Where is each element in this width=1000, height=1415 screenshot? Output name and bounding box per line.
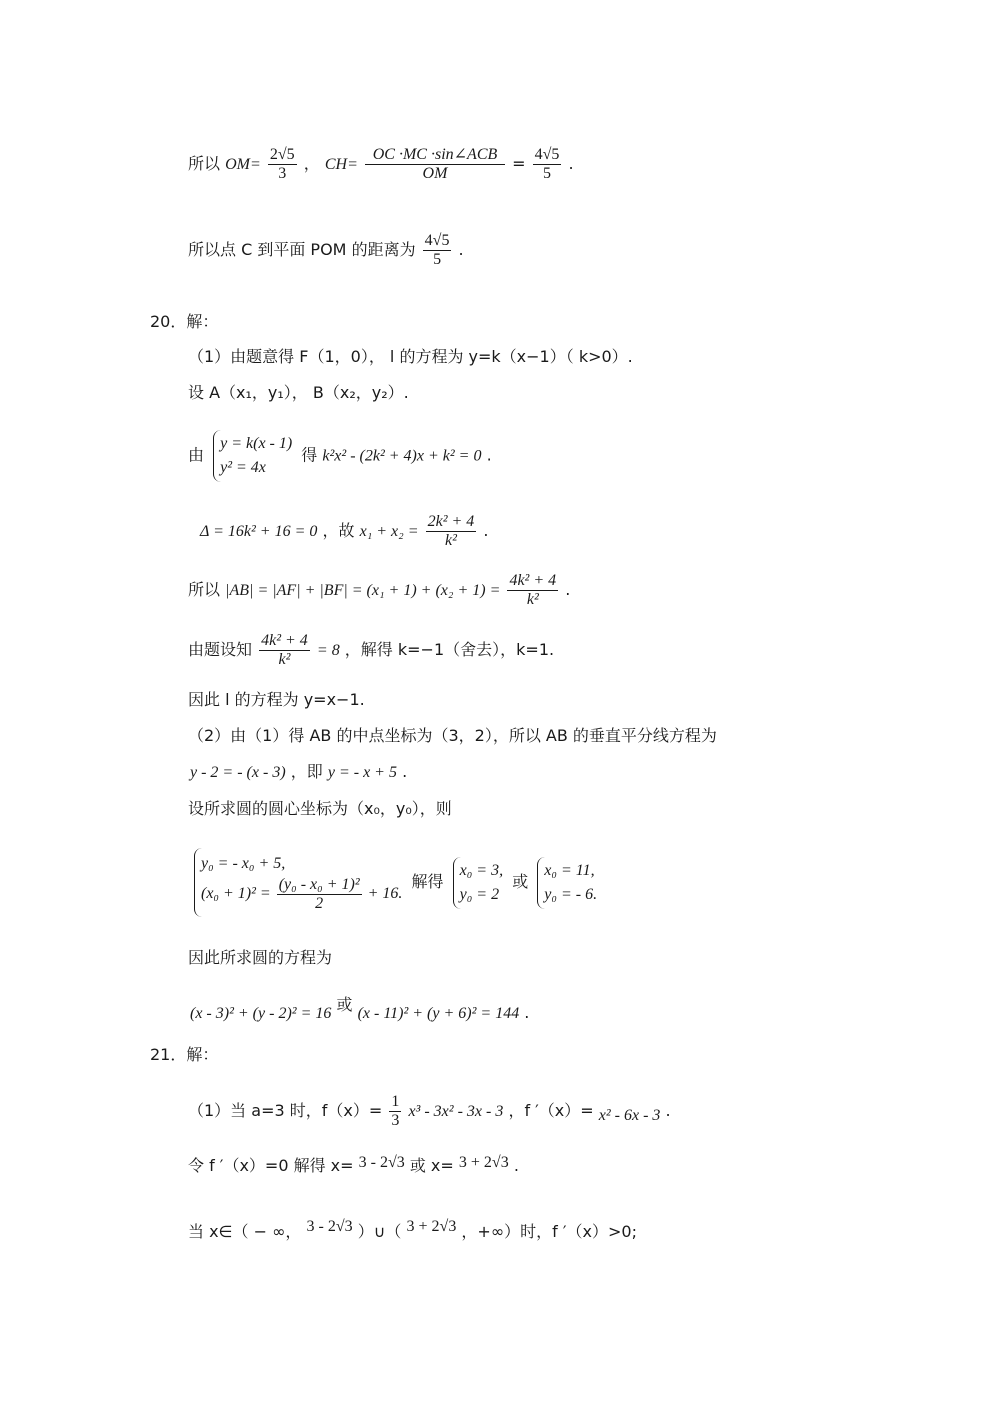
text: ，即 — [290, 762, 323, 781]
k-solve-line — [188, 632, 554, 669]
circle-system-line — [190, 848, 601, 917]
paragraph: （2）由（1）得 AB 的中点坐标为（3，2），所以 AB 的垂直平分线方程为 — [188, 726, 717, 745]
equation: y₀ = 2 — [459, 885, 500, 903]
text: 或 — [336, 995, 353, 1014]
text: 所以 — [188, 154, 221, 173]
root-line — [188, 1153, 519, 1176]
denominator: k² — [445, 532, 457, 549]
equation: x³ - 3x² - 3x - 3 — [408, 1103, 504, 1120]
text: 由题设知 — [188, 640, 253, 659]
fraction — [259, 632, 310, 669]
period: . — [458, 240, 464, 259]
f-definition-line — [188, 1093, 671, 1130]
equation: + 16. — [367, 885, 403, 903]
numerator: 2k² + 4 — [427, 513, 475, 530]
text: ，解得 k=−1（舍去），k=1. — [344, 640, 555, 659]
equation: = 8 — [316, 642, 340, 659]
period: . — [483, 521, 489, 540]
om-ch-line — [188, 146, 574, 183]
root: 3 - 2√3 — [358, 1154, 405, 1171]
separator: ， — [303, 154, 320, 173]
denominator: 3 — [278, 165, 287, 182]
equation: y² = 4x — [220, 459, 266, 476]
fraction — [277, 876, 362, 913]
fraction — [507, 572, 558, 609]
fraction-om — [268, 146, 297, 183]
equation: y = - x + 5 — [327, 764, 397, 781]
text: ，+∞）时，f ′（x）>0; — [461, 1222, 637, 1241]
equation-system — [213, 430, 292, 482]
period: . — [524, 1003, 530, 1022]
denominator: 2 — [315, 895, 324, 912]
numerator: 2√5 — [269, 146, 295, 163]
numerator: 1 — [391, 1093, 400, 1110]
solution-system — [453, 857, 503, 909]
equation: k²x² - (2k² + 4)x + k² = 0 — [322, 447, 482, 465]
fraction-ch — [365, 146, 505, 183]
root: 3 - 2√3 — [306, 1218, 353, 1235]
equation: (x - 11)² + (y + 6)² = 144 — [357, 1005, 520, 1022]
equation: y₀ = - 6. — [544, 885, 598, 903]
text: 当 x∈（ − ∞， — [188, 1222, 302, 1241]
equation-system — [194, 848, 402, 917]
om-label: OM= — [225, 156, 261, 173]
delta-line — [200, 513, 489, 550]
equation: y - 2 = - (x - 3) — [190, 764, 286, 781]
text: 由 — [188, 445, 205, 465]
text: 所以点 C 到平面 POM 的距离为 — [188, 240, 416, 259]
numerator: 4√5 — [424, 232, 450, 249]
numerator: 4k² + 4 — [509, 572, 557, 589]
equation: |AB| = |AF| + |BF| = (x₁ + 1) + (x₂ + 1) = — [225, 582, 501, 599]
period: . — [665, 1101, 671, 1120]
paragraph: 设所求圆的圆心坐标为（x₀，y₀），则 — [188, 799, 452, 818]
text: （1）当 a=3 时，f（x）= — [188, 1101, 383, 1120]
fraction — [423, 232, 452, 269]
equation: (x₀ + 1)² = — [201, 885, 271, 903]
numerator: 4√5 — [534, 146, 560, 163]
paragraph: 因此 l 的方程为 y=x−1. — [188, 690, 365, 709]
equation: y₀ = - x₀ + 5, — [201, 855, 286, 872]
equation: y = k(x - 1) — [220, 435, 293, 452]
equation: x² - 6x - 3 — [598, 1107, 661, 1124]
text: 所以 — [188, 580, 221, 599]
numerator: (y₀ - x₀ + 1)² — [278, 876, 360, 893]
root: 3 + 2√3 — [406, 1218, 457, 1235]
period: . — [565, 580, 571, 599]
text: ，f ′（x）= — [508, 1101, 594, 1120]
numerator: OC ·MC ·sin∠ACB — [365, 146, 505, 165]
fraction — [426, 513, 477, 550]
interval-line — [188, 1217, 637, 1242]
circle-equation-line — [190, 995, 529, 1024]
text: 令 f ′（x）=0 解得 x= — [188, 1156, 354, 1175]
denominator: 5 — [433, 251, 442, 268]
distance-line — [188, 232, 464, 269]
equation: x₀ = 11, — [544, 861, 595, 879]
paragraph: （1）由题意得 F（1，0）， l 的方程为 y=k（x−1）（ k>0）. — [188, 347, 633, 366]
equation-row — [201, 876, 402, 913]
equation: x₁ + x₂ = — [359, 523, 419, 540]
fraction — [389, 1093, 401, 1130]
equation: x₀ = 3, — [459, 861, 504, 879]
question-20-label: 20．解： — [150, 312, 219, 331]
denominator: 3 — [391, 1112, 400, 1129]
denominator: k² — [526, 591, 539, 608]
solution-system — [537, 857, 597, 909]
denominator: OM — [422, 165, 448, 182]
text: ）∪（ — [357, 1222, 402, 1241]
ab-line — [188, 572, 570, 609]
system-line — [188, 430, 492, 482]
equation: (x - 3)² + (y - 2)² = 16 — [190, 1005, 332, 1022]
paragraph: 因此所求圆的方程为 — [188, 948, 333, 967]
text: 解得 — [411, 872, 444, 891]
text: 或 — [512, 872, 529, 891]
period: . — [486, 445, 492, 465]
paragraph: 设 A（x₁，y₁）， B（x₂，y₂）. — [188, 383, 409, 402]
denominator: 5 — [542, 165, 551, 182]
root: 3 + 2√3 — [458, 1154, 509, 1171]
text: 得 — [301, 445, 318, 465]
equation: Δ = 16k² + 16 = 0 — [200, 523, 318, 540]
denominator: k² — [278, 651, 291, 668]
numerator: 4k² + 4 — [261, 632, 308, 649]
period: . — [402, 762, 408, 781]
ch-label: CH= — [324, 156, 358, 173]
text: 或 x= — [409, 1156, 454, 1175]
period: . — [513, 1156, 519, 1175]
period: . — [568, 154, 574, 173]
equals: = — [512, 154, 526, 173]
fraction-result — [533, 146, 562, 183]
question-21-label: 21．解： — [150, 1045, 219, 1064]
bisector-line — [190, 762, 407, 783]
text: ，故 — [322, 521, 355, 540]
